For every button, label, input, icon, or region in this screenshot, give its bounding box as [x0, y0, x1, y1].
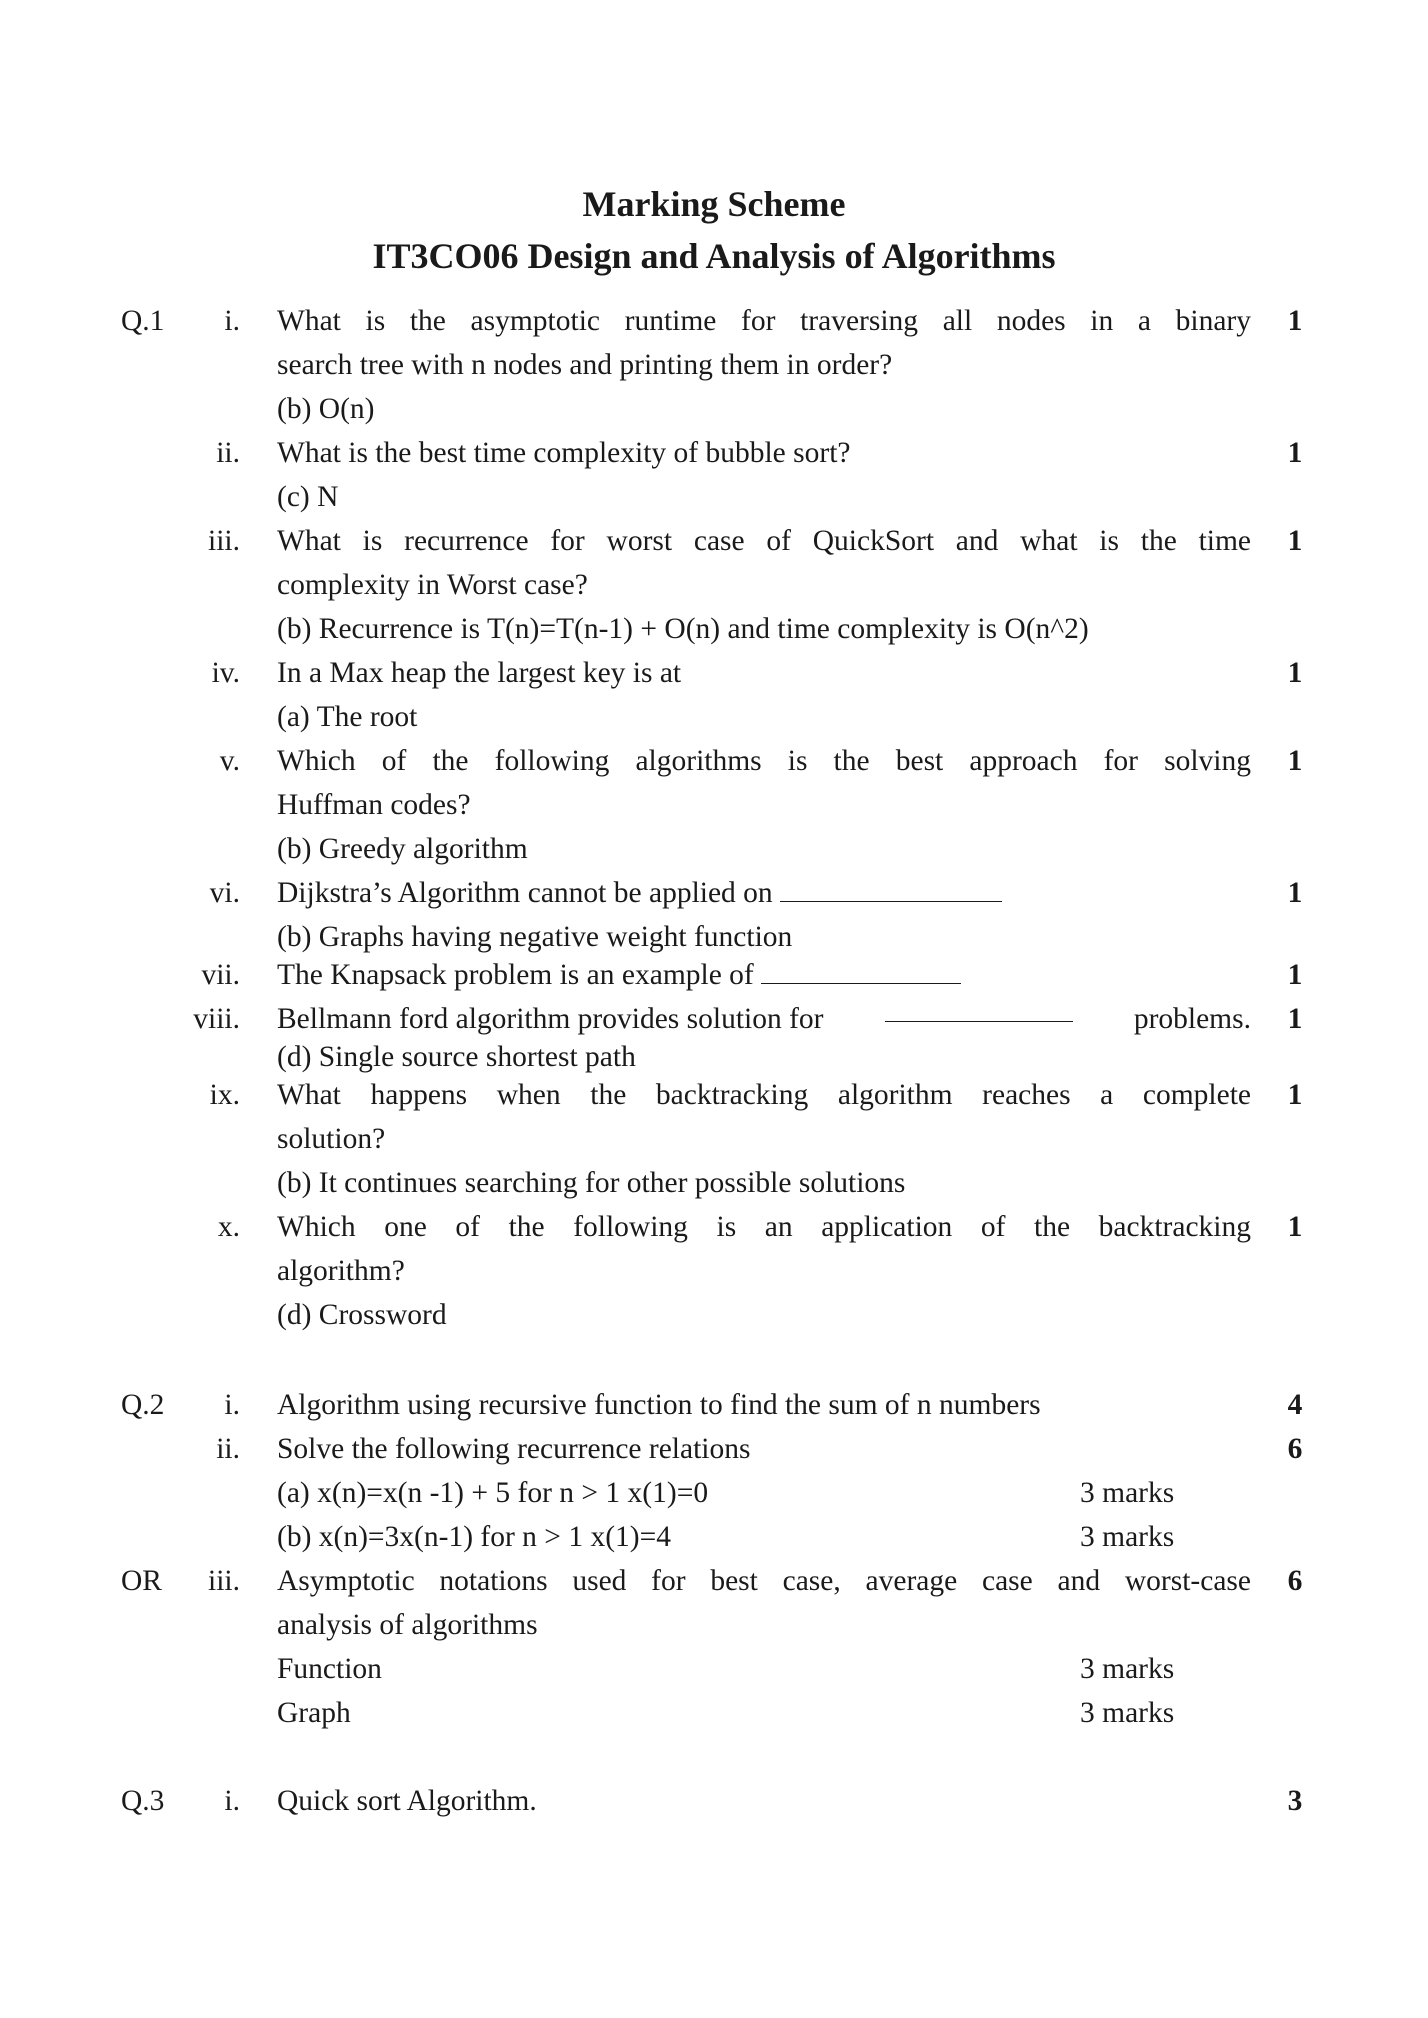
item-number: i.: [224, 1785, 240, 1817]
answer-row: [0, 607, 1428, 651]
question-text: Huffman codes?: [277, 789, 471, 821]
sub-part-row: [0, 1691, 1428, 1735]
question-row: [0, 1559, 1428, 1603]
item-number: vii.: [201, 959, 240, 991]
answer-text: (b) Graphs having negative weight function: [277, 921, 793, 953]
question-row: [0, 1205, 1428, 1249]
question-row: [0, 953, 1428, 997]
question-text: Algorithm using recursive function to find the sum of n numbers: [277, 1389, 1041, 1421]
marks: 4: [1287, 1389, 1303, 1421]
question-row: [0, 431, 1428, 475]
question-label: Q.2: [121, 1389, 165, 1421]
answer-row: [0, 475, 1428, 519]
item-number: iv.: [211, 657, 240, 689]
marks: 3: [1287, 1785, 1303, 1817]
item-number: vi.: [209, 877, 240, 909]
question-text-with-blank: [277, 953, 1251, 997]
marks: 1: [1287, 1079, 1303, 1111]
sub-part-text: Graph: [277, 1697, 351, 1729]
item-number: iii.: [208, 1565, 240, 1597]
question-text: What happens when the backtracking algorithm reaches a complete: [277, 1079, 1251, 1111]
question-row: [0, 519, 1428, 563]
answer-text: (c) N: [277, 481, 339, 513]
question-row: [0, 299, 1428, 343]
question-text: solution?: [277, 1123, 386, 1155]
fill-in-blank: [761, 959, 961, 984]
question-text: algorithm?: [277, 1255, 405, 1287]
question-text: Solve the following recurrence relations: [277, 1433, 751, 1465]
sub-part-row: [0, 1647, 1428, 1691]
sub-part-text: Function: [277, 1653, 382, 1685]
document-title: Marking Scheme: [582, 184, 846, 224]
item-number: viii.: [193, 1003, 240, 1035]
question-row: [0, 1073, 1428, 1117]
question-text: Which of the following algorithms is the best approach for solving: [277, 745, 1251, 777]
answer-text: (a) The root: [277, 701, 418, 733]
question-row: [0, 1383, 1428, 1427]
item-number: i.: [224, 305, 240, 337]
marks: 1: [1287, 305, 1303, 337]
question-text: search tree with n nodes and printing them in order?: [277, 349, 893, 381]
answer-text: (b) It continues searching for other possible solutions: [277, 1167, 906, 1199]
marks: 1: [1287, 1211, 1303, 1243]
question-row: [0, 563, 1428, 607]
question-text: Bellmann ford algorithm provides solution for: [277, 1003, 824, 1035]
item-number: iii.: [208, 525, 240, 557]
marks: 1: [1287, 437, 1303, 469]
question-row: [0, 1249, 1428, 1293]
question-row: [0, 739, 1428, 783]
item-number: x.: [217, 1211, 240, 1243]
question-row: [0, 1427, 1428, 1471]
sub-part-marks: 3 marks: [1080, 1521, 1175, 1553]
sub-part-row: [0, 1471, 1428, 1515]
fill-in-blank: [780, 877, 1002, 902]
answer-text: (b) Greedy algorithm: [277, 833, 528, 865]
or-label: OR: [121, 1565, 162, 1597]
marks: 1: [1287, 657, 1303, 689]
question-text: Which one of the following is an application of the backtracking: [277, 1211, 1251, 1243]
answer-text: (d) Single source shortest path: [277, 1041, 636, 1073]
marks: 1: [1287, 877, 1303, 909]
item-number: v.: [219, 745, 240, 777]
marks: 1: [1287, 745, 1303, 777]
marks: 1: [1287, 1003, 1303, 1035]
answer-text: (d) Crossword: [277, 1299, 447, 1331]
question-text: What is the asymptotic runtime for traversing all nodes in a binary: [277, 305, 1251, 337]
marks: 1: [1287, 525, 1303, 557]
question-text: analysis of algorithms: [277, 1609, 538, 1641]
question-row: [0, 871, 1428, 915]
marks: 1: [1287, 959, 1303, 991]
document-subtitle: IT3CO06 Design and Analysis of Algorithms: [372, 236, 1056, 276]
question-text: Quick sort Algorithm.: [277, 1785, 537, 1817]
sub-part-marks: 3 marks: [1080, 1477, 1175, 1509]
marks: 6: [1287, 1433, 1303, 1465]
question-row: [0, 651, 1428, 695]
item-number: i.: [224, 1389, 240, 1421]
answer-row: [0, 827, 1428, 871]
question-text: What is recurrence for worst case of QuickSort and what is the time: [277, 525, 1251, 557]
question-label: Q.3: [121, 1785, 165, 1817]
question-text: The Knapsack problem is an example of: [277, 959, 754, 991]
question-text: Dijkstra’s Algorithm cannot be applied on: [277, 877, 773, 909]
answer-text: (b) Recurrence is T(n)=T(n-1) + O(n) and time complexity is O(n^2): [277, 613, 1089, 645]
question-text: In a Max heap the largest key is at: [277, 657, 682, 689]
question-text: complexity in Worst case?: [277, 569, 588, 601]
sub-part-marks: 3 marks: [1080, 1697, 1175, 1729]
question-label: Q.1: [121, 305, 165, 337]
answer-row: [0, 1161, 1428, 1205]
sub-part-marks: 3 marks: [1080, 1653, 1175, 1685]
question-text-end: problems.: [1133, 1003, 1251, 1035]
answer-row: [0, 387, 1428, 431]
sub-part-row: [0, 1515, 1428, 1559]
item-number: ii.: [216, 1433, 240, 1465]
question-row: [0, 783, 1428, 827]
answer-row: [0, 1293, 1428, 1337]
item-number: ix.: [209, 1079, 240, 1111]
answer-row: [0, 695, 1428, 739]
question-text-with-blank: [277, 871, 1251, 915]
sub-part-text: (b) x(n)=3x(n-1) for n > 1 x(1)=4: [277, 1521, 671, 1553]
question-row: [0, 343, 1428, 387]
answer-text: (b) O(n): [277, 393, 375, 425]
question-row: [0, 1779, 1428, 1823]
fill-in-blank: [885, 997, 1073, 1022]
question-text: What is the best time complexity of bubble sort?: [277, 437, 851, 469]
marks: 6: [1287, 1565, 1303, 1597]
sub-part-text: (a) x(n)=x(n -1) + 5 for n > 1 x(1)=0: [277, 1477, 709, 1509]
question-text: Asymptotic notations used for best case, average case and worst-case: [277, 1565, 1251, 1597]
item-number: ii.: [216, 437, 240, 469]
question-row: [0, 1117, 1428, 1161]
question-row: [0, 1603, 1428, 1647]
